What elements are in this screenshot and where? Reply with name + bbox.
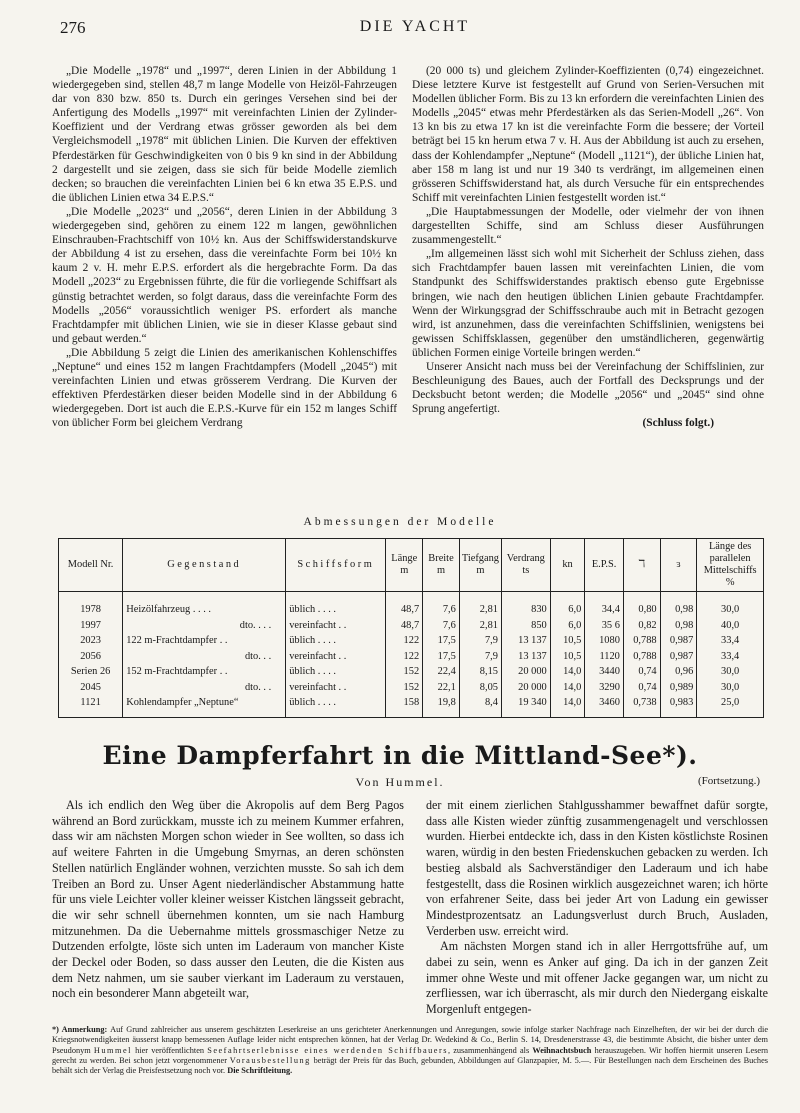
cell-parallel: 30,0 (697, 664, 764, 680)
cell-draft: 7,9 (459, 649, 501, 665)
cell-displacement: 830 (501, 592, 550, 618)
cell-displacement: 850 (501, 618, 550, 634)
paragraph: Als ich endlich den Weg über die Akropolis auf dem Berg Pagos während an Bord zurückkam, musste ich zu meinem Kummer erfahren, dass wir am nächsten Morgen schon wieder in See wollten, so dass ich auf weitere Fahrten in die Umgebung Smyrnas, an deren schönsten Stellen natürlich Engländer wohnen, verzichten musste. So sah ich dem Treiben an Bord zu. Unser Agent niederländischer Abstammung hatte für uns viele Leichter voller kleiner weisser Kistchen längsseit gebracht, die wir sehr schnell übernehmen konnten, um sie nach Hamburg mitzunehmen. Da die Uebernahme mittels grossmaschiger Netze zu Dutzenden erfolgte, löste sich unten im Laderaum von mancher Kiste der Deckel oder Boden, so dass ausser den Leuten, die die Kisten aus dem Netz nahmen, um sie sauber vierkant im Laderaum zu verstauen, noch ein besonderer Mann abgeteilt war, (52, 798, 404, 1001)
left-column-top (52, 64, 397, 499)
footnote-signature: Die Schriftleitung. (227, 1066, 293, 1076)
footnote-series-title: Seefahrtserlebnisse eines werdenden Schiffbauers (207, 1045, 448, 1055)
cell-object: dto. . . . (123, 618, 286, 634)
cell-coef-a: 0,788 (623, 633, 660, 649)
paragraph: (20 000 ts) und gleichem Zylinder-Koeffizienten (0,74) eingezeichnet. Diese letztere Kurve ist festgestellt auf Grund von Serien-Versuchen mit Modellen üblicher Form. Bis zu 13 kn erfordern die vereinfachten Linien des Modells „2045“ etwas mehr Pferdestärken als das Serien-Modell „26“. Von 13 kn bis zu etwa 17 kn ist die vereinfachte Form die bessere; der Vorteil beträgt bei 15 kn herum etwa 7 v. H. Aus der Abbildung ist auch zu ersehen, dass der Kohlendampfer „Neptune“ (Modell „1121“), der übliche Linien hat, aber 158 m lang ist und nur 19 340 ts verdrängt, im allgemeinen einen grösseren Schiffswiderstand hat, als durch Versuche für ein entsprechendes Schiff mit vereinfachten Linien festgestellt worden ist.“ (412, 65, 764, 204)
cell-beam: 22,4 (423, 664, 460, 680)
page-number: 276 (60, 18, 86, 37)
cell-form: üblich . . . . (286, 592, 386, 618)
cell-beam: 22,1 (423, 680, 460, 696)
col-header: Länge des parallelen Mittelschiffs % (697, 539, 764, 592)
cell-coef-b: 0,98 (660, 592, 697, 618)
cell-model: 2056 (80, 650, 101, 662)
table-header-row (59, 539, 764, 592)
footnote-text: hier veröffentlichten (135, 1045, 205, 1055)
footnote-text: Auf Grund zahlreicher aus unserem geschätzten Leserkreise an uns gerichteter Anerkennungen und Anregungen, sowie infolge starker Nachfrage nach Einzelheften, der wir bei der durch die Kriegsnotwendigkeiten äusserst knapp bemessenen Auflage leider nicht entsprechen können, hat der Verlag Dr. Wedekind & Co., Berlin S. 14, Dresdenerstrasse 43, die bestimmte Absicht, die bisher unter dem Pseudonym (52, 1025, 769, 1055)
cell-knots: 6,0 (550, 592, 585, 618)
article-byline: Von Hummel. (355, 775, 445, 789)
cell-object: Kohlendampfer „Neptune“ (123, 695, 286, 717)
cell-parallel: 30,0 (697, 592, 764, 618)
right-column-top (412, 64, 764, 499)
paragraph: Unserer Ansicht nach muss bei der Vereinfachung der Schiffslinien, zur Beschleunigung des Baues, auch der Fortfall des Decksprungs und der Decksbucht betont werden; die Modelle „2056“ und „2045“ sind ohne Sprung angefertigt. (412, 360, 764, 416)
journal-title: DIE YACHT (359, 18, 471, 35)
col-header: kn (550, 539, 585, 592)
cell-parallel: 30,0 (697, 680, 764, 696)
cell-beam: 7,6 (423, 618, 460, 634)
model-dimensions-table (58, 538, 764, 718)
cell-model: 1997 (80, 619, 101, 631)
cell-beam: 17,5 (423, 649, 460, 665)
paragraph: der mit einem zierlichen Stahlgusshammer bewaffnet dafür sorgte, dass alle Kisten wieder zünftig zusammengenagelt und verschlossen wurden. Hierbei entdeckte ich, dass in den Kisten köstlichste Rosinen waren, würdig in den besten Friedenskuchen gebacken zu werden. Ich bestieg alsbald als Sachverständiger den Laderaum und ich habe festgestellt, dass die Rosinen wirklich ausgezeichnet waren; ich hörte von erfahrener Seite, dass bei jeder Art von Ladung ein gewisser Mindestprozentsatz an Ladungsverlust durch Bruch, Ausladen, Verderben usw. erreicht wird. (426, 798, 768, 938)
col-header: Modell Nr. (59, 539, 123, 592)
to-be-continued-note: (Schluss folgt.) (642, 417, 714, 430)
footnote-text: , zusammenhängend als (447, 1045, 530, 1055)
cell-coef-a: 0,82 (623, 618, 660, 634)
cell-eps: 1120 (585, 649, 624, 665)
cell-knots: 14,0 (550, 695, 585, 717)
cell-model: 1978 (80, 604, 101, 615)
cell-form: üblich . . . . (286, 633, 386, 649)
cell-object: 152 m-Frachtdampfer . . (123, 664, 286, 680)
col-header: Gegenstand (123, 539, 286, 592)
paragraph: „Die Modelle „1978“ und „1997“, deren Linien in der Abbildung 1 wiedergegeben sind, stellen 48,7 m lange Modelle von Heizöl-Fahrzeugen dar von 830 bzw. 850 ts. Durch ein geringes Versehen sind bei der Anfertigung des Modells „1997“ mit vereinfachten Linien der Zylinder-Koeffizient und der Verdrang etwas grösser geworden als bei dem Vergleichsmodell „1978“ mit üblichen Linien. Die Kurven der effektiven Pferdestärken für Geschwindigkeiten von 0 bis 9 kn sind in der Abbildung 2 dargestellt und sie zeigen, dass sie sich für beide Modelle ziemlich decken; so brauchen die vereinfachten Linien bei 6 kn etwa 35 E.P.S. und die üblichen Linien etwa 34 E.P.S.“ (52, 65, 397, 204)
paragraph: „Die Modelle „2023“ und „2056“, deren Linien in der Abbildung 3 wiedergegeben sind, gehören zu einem 122 m langen, gewöhnlichen Einschrauben-Frachtschiff von 10½ kn. Aus der Schiffswiderstandskurve der Abbildung 4 ist zu ersehen, dass die vereinfachte Form bei 10½ kn kaum 2 v. H. mehr E.P.S. erfordert als die hergebrachte Form. Da das Modell „2023“ zu Ergebnissen führte, die für die vorliegende Schiffsart als günstig betrachtet werden, so folgt daraus, dass die vereinfachte Form des Modells „2056“ voraussichtlich weniger PS. erfordert als manche Frachtdampfer mit üblichen Linien, wie sie in dieser Klasse gebaut sind und gebaut werden.“ (52, 205, 397, 345)
cell-coef-b: 0,983 (660, 695, 697, 717)
col-header: ℸ (623, 539, 660, 592)
cell-eps: 3460 (585, 695, 624, 717)
cell-draft: 2,81 (459, 618, 501, 634)
cell-knots: 14,0 (550, 664, 585, 680)
cell-beam: 17,5 (423, 633, 460, 649)
cell-length: 48,7 (386, 592, 423, 618)
footnote-book-title: Weihnachtsbuch (532, 1045, 592, 1055)
cell-length: 122 (386, 633, 423, 649)
cell-coef-a: 0,74 (623, 664, 660, 680)
cell-knots: 6,0 (550, 618, 585, 634)
paragraph: „Die Hauptabmessungen der Modelle, oder vielmehr der von ihnen dargestellten Schiffe, sind am Schluss dieser Ausführungen zusammengestellt.“ (412, 205, 764, 247)
cell-draft: 8,05 (459, 680, 501, 696)
cell-draft: 8,15 (459, 664, 501, 680)
cell-form: vereinfacht . . (286, 618, 386, 634)
cell-displacement: 19 340 (501, 695, 550, 717)
cell-coef-b: 0,98 (660, 618, 697, 634)
cell-displacement: 13 137 (501, 633, 550, 649)
cell-draft: 2,81 (459, 592, 501, 618)
cell-model: 1121 (80, 697, 101, 708)
cell-draft: 7,9 (459, 633, 501, 649)
table-row (59, 680, 764, 696)
table-row (59, 592, 764, 618)
cell-parallel: 33,4 (697, 649, 764, 665)
cell-knots: 10,5 (550, 633, 585, 649)
cell-eps: 35 6 (585, 618, 624, 634)
cell-form: üblich . . . . (286, 664, 386, 680)
cell-eps: 34,4 (585, 592, 624, 618)
paragraph: „Im allgemeinen lässt sich wohl mit Sicherheit der Schluss ziehen, dass sich Frachtdampfer bauen lassen mit vereinfachten Linien, die vom Standpunkt des Schiffswiderstandes praktisch ebenso gute Ergebnisse bringen, wie nach den heutigen üblichen Linien gebaute Frachtdampfer. Wenn der Wirkungsgrad der Schiffsschraube auch mit in Betracht gezogen wird, ist anzunehmen, dass die vereinfachten Schiffslinien, wenigstens bei gewissen Schiffsklassen, gegenüber den umständlicheren, gegenwärtig üblichen Formen einige Vorteile bringen werden.“ (412, 248, 764, 359)
continued-note: (Fortsetzung.) (697, 775, 760, 787)
footnote-preorder: Vorausbestellung (229, 1055, 311, 1065)
footnote (52, 1025, 768, 1076)
cell-object: dto. . . (123, 649, 286, 665)
table-row (59, 664, 764, 680)
cell-coef-a: 0,74 (623, 680, 660, 696)
col-header: ɜ (660, 539, 697, 592)
cell-form: vereinfacht . . (286, 649, 386, 665)
cell-form: üblich . . . . (286, 695, 386, 717)
page-header (60, 18, 770, 40)
cell-length: 152 (386, 680, 423, 696)
table-row (59, 649, 764, 665)
footnote-text: herauszugeben. Wir hoffen hiermit unseren Lesern gerecht zu werden. Bei schon jetzt vorgenommener (52, 1045, 769, 1065)
cell-parallel: 25,0 (697, 695, 764, 717)
table-row (59, 695, 764, 717)
cell-coef-a: 0,738 (623, 695, 660, 717)
col-header: Verdrang ts (501, 539, 550, 592)
col-header: Breite m (423, 539, 460, 592)
cell-eps: 3440 (585, 664, 624, 680)
table-caption: Abmessungen der Modelle (303, 516, 497, 528)
cell-beam: 7,6 (423, 592, 460, 618)
cell-length: 152 (386, 664, 423, 680)
cell-eps: 3290 (585, 680, 624, 696)
article-title: Eine Dampferfahrt in die Mittland-See*). (102, 741, 698, 770)
footnote-marker: *) Anmerkung: (52, 1025, 108, 1034)
cell-coef-a: 0,788 (623, 649, 660, 665)
table-row (59, 618, 764, 634)
cell-parallel: 33,4 (697, 633, 764, 649)
cell-length: 122 (386, 649, 423, 665)
cell-coef-b: 0,987 (660, 649, 697, 665)
cell-object: dto. . . (123, 680, 286, 696)
cell-knots: 14,0 (550, 680, 585, 696)
cell-model: Serien 26 (70, 666, 111, 677)
col-header: E.P.S. (585, 539, 624, 592)
cell-object: Heizölfahrzeug . . . . (123, 592, 286, 618)
paragraph: Am nächsten Morgen stand ich in aller Herrgottsfrühe auf, um dabei zu sein, wenn es Anker auf ging. Da ich in der ganzen Zeit immer ohne Weste und mit offener Jacke gegangen war, um nicht zu zerfliessen, war ich überrascht, als mir durch den Niedergang eiskalte Morgenluft entgegen- (426, 939, 768, 1017)
cell-displacement: 20 000 (501, 664, 550, 680)
cell-draft: 8,4 (459, 695, 501, 717)
cell-beam: 19,8 (423, 695, 460, 717)
cell-form: vereinfacht . . (286, 680, 386, 696)
cell-model: 2045 (80, 681, 101, 693)
col-header: Länge m (386, 539, 423, 592)
cell-length: 158 (386, 695, 423, 717)
footnote-text: beträgt der Preis für das Buch, gebunden, Abbildungen auf Glanzpapier, M. 5.—. Für Bestellungen nach dem Erscheinen des Buches behält sich der Verlag die Preisfestsetzung noch vor. (52, 1055, 768, 1076)
paragraph: „Die Abbildung 5 zeigt die Linien des amerikanischen Kohlenschiffes „Neptune“ und eines 152 m langen Frachtdampfers (Modell „2045“) mit vereinfachten Linien und etwas grösserem Verdrang. Die Kurven der effektiven Pferdestärken dieser beiden Modelle sind in der Abbildung 6 wiedergegeben. Dort ist auch die E.P.S.-Kurve für ein 152 m langes Schiff von üblicher Form bei gleichem Verdrang (52, 346, 397, 430)
right-column-bottom (426, 798, 768, 1020)
cell-object: 122 m-Frachtdampfer . . (123, 633, 286, 649)
cell-model: 2023 (80, 635, 101, 646)
cell-coef-b: 0,96 (660, 664, 697, 680)
cell-knots: 10,5 (550, 649, 585, 665)
cell-coef-b: 0,989 (660, 680, 697, 696)
cell-coef-b: 0,987 (660, 633, 697, 649)
col-header: Schiffsform (286, 539, 386, 592)
footnote-pseudonym: Hummel (93, 1045, 132, 1055)
cell-displacement: 20 000 (501, 680, 550, 696)
cell-parallel: 40,0 (697, 618, 764, 634)
cell-displacement: 13 137 (501, 649, 550, 665)
left-column-bottom (52, 798, 404, 1020)
cell-coef-a: 0,80 (623, 592, 660, 618)
cell-length: 48,7 (386, 618, 423, 634)
cell-eps: 1080 (585, 633, 624, 649)
col-header: Tiefgang m (459, 539, 501, 592)
table-row (59, 633, 764, 649)
